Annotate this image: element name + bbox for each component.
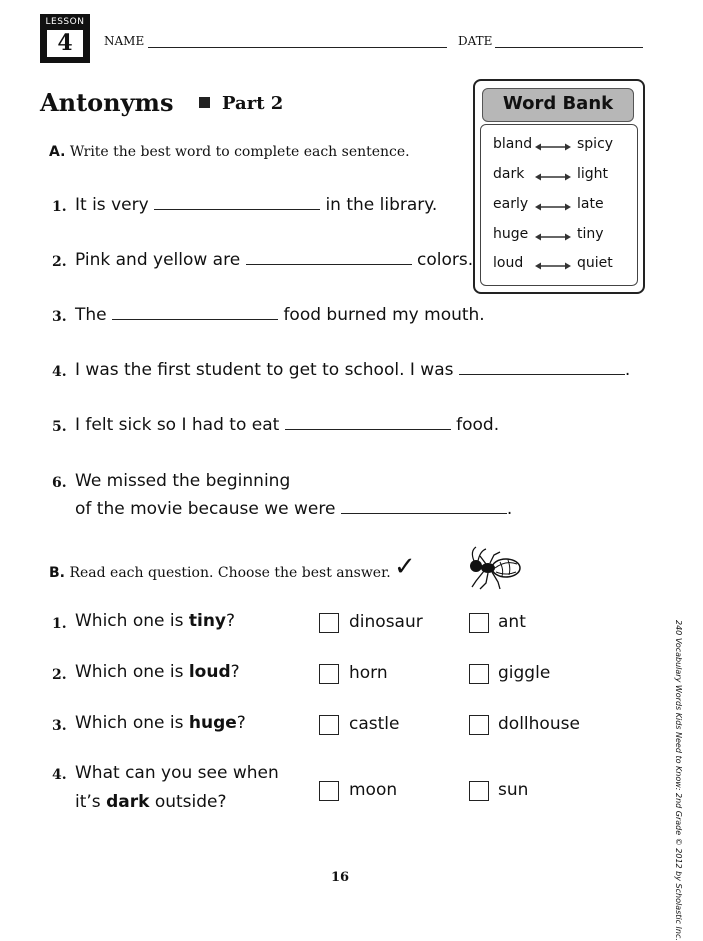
question-number: 3. bbox=[52, 309, 67, 325]
copyright-text: 240 Vocabulary Words Kids Need to Know: 2nd Grade © 2012 by Scholastic Inc. bbox=[674, 620, 683, 941]
question-number: 4. bbox=[52, 767, 67, 783]
question-number: 4. bbox=[52, 364, 67, 380]
word-pair bbox=[481, 196, 637, 220]
question-1-text bbox=[75, 611, 235, 631]
answer-checkbox[interactable] bbox=[469, 613, 489, 633]
double-arrow-icon bbox=[535, 173, 571, 181]
page-title: Antonyms bbox=[40, 88, 174, 117]
double-arrow-icon bbox=[535, 143, 571, 151]
word-right: quiet bbox=[577, 255, 613, 271]
word-left: dark bbox=[493, 166, 525, 182]
word-left: early bbox=[493, 196, 529, 212]
sentence-text: . bbox=[624, 360, 631, 380]
word-right: spicy bbox=[577, 136, 614, 152]
sentence-text: I was the first student to get to school. I was bbox=[75, 360, 454, 380]
ant-icon bbox=[462, 544, 526, 592]
word-left: bland bbox=[493, 136, 533, 152]
word-right: light bbox=[577, 166, 609, 182]
sentence-text: food. bbox=[456, 415, 500, 435]
answer-option: giggle bbox=[498, 663, 551, 683]
sentence-text: I felt sick so I had to eat bbox=[75, 415, 280, 435]
date-field-line[interactable] bbox=[495, 47, 643, 48]
answer-checkbox[interactable] bbox=[469, 715, 489, 735]
name-field-line[interactable] bbox=[148, 47, 447, 48]
sentence-1 bbox=[75, 195, 437, 215]
sentence-4 bbox=[75, 360, 630, 380]
question-number: 1. bbox=[52, 616, 67, 632]
double-arrow-icon bbox=[535, 203, 571, 211]
answer-checkbox[interactable] bbox=[469, 781, 489, 801]
question-keyword: loud bbox=[188, 662, 231, 682]
word-bank-header bbox=[482, 88, 634, 122]
answer-checkbox[interactable] bbox=[319, 613, 339, 633]
sentence-text: colors. bbox=[417, 250, 474, 270]
answer-option: dollhouse bbox=[498, 714, 580, 734]
answer-checkbox[interactable] bbox=[319, 715, 339, 735]
sentence-text: food burned my mouth. bbox=[283, 305, 485, 325]
answer-option: dinosaur bbox=[349, 612, 423, 632]
answer-checkbox[interactable] bbox=[469, 664, 489, 684]
answer-option: moon bbox=[349, 780, 398, 800]
answer-blank[interactable] bbox=[459, 362, 625, 375]
question-keyword: huge bbox=[188, 713, 237, 733]
checkmark-icon: ✓ bbox=[394, 552, 416, 582]
answer-blank[interactable] bbox=[285, 417, 451, 430]
question-text: Which one is bbox=[75, 662, 184, 682]
question-text: ? bbox=[236, 713, 246, 733]
section-b-letter: B. bbox=[49, 565, 65, 581]
answer-blank[interactable] bbox=[246, 252, 412, 265]
double-arrow-icon bbox=[535, 233, 571, 241]
date-label: DATE bbox=[458, 34, 493, 48]
answer-checkbox[interactable] bbox=[319, 664, 339, 684]
double-arrow-icon bbox=[535, 262, 571, 270]
name-label: NAME bbox=[104, 34, 145, 48]
section-a-letter: A. bbox=[49, 144, 66, 160]
question-text: it’s bbox=[75, 792, 101, 812]
sentence-text: of the movie because we were bbox=[75, 499, 336, 519]
answer-checkbox[interactable] bbox=[319, 781, 339, 801]
question-text: ? bbox=[230, 662, 240, 682]
page-number: 16 bbox=[331, 870, 350, 885]
question-number: 2. bbox=[52, 667, 67, 683]
section-a-instruction bbox=[49, 144, 410, 160]
question-text: What can you see when bbox=[75, 763, 279, 783]
answer-option: castle bbox=[349, 714, 400, 734]
answer-blank[interactable] bbox=[341, 501, 507, 514]
sentence-2 bbox=[75, 250, 473, 270]
sentence-text: The bbox=[75, 305, 107, 325]
lesson-number: 4 bbox=[47, 30, 83, 57]
copyright-credit bbox=[671, 620, 683, 941]
word-right: tiny bbox=[577, 226, 604, 242]
sentence-text: We missed the beginning bbox=[75, 471, 291, 491]
question-number: 5. bbox=[52, 419, 67, 435]
section-b-instruction bbox=[49, 565, 391, 581]
lesson-badge bbox=[40, 14, 90, 63]
word-bank-title: Word Bank bbox=[502, 93, 614, 114]
section-b-instruction-text: Read each question. Choose the best answer. bbox=[69, 565, 391, 581]
word-bank bbox=[473, 79, 645, 294]
lesson-label: LESSON bbox=[45, 17, 85, 27]
answer-option: horn bbox=[349, 663, 388, 683]
word-pair bbox=[481, 226, 637, 250]
sentence-3 bbox=[75, 305, 485, 325]
answer-blank[interactable] bbox=[112, 307, 278, 320]
word-pair bbox=[481, 255, 637, 279]
title-separator bbox=[199, 97, 210, 108]
question-text: ? bbox=[226, 611, 236, 631]
question-4-text bbox=[75, 792, 227, 812]
word-pair bbox=[481, 166, 637, 190]
question-2-text bbox=[75, 662, 240, 682]
sentence-6 bbox=[75, 499, 512, 519]
answer-blank[interactable] bbox=[154, 197, 320, 210]
question-3-text bbox=[75, 713, 246, 733]
word-bank-list bbox=[480, 124, 638, 286]
question-keyword: tiny bbox=[188, 611, 226, 631]
question-number: 1. bbox=[52, 199, 67, 215]
question-text: Which one is bbox=[75, 713, 184, 733]
word-right: late bbox=[577, 196, 604, 212]
answer-option: sun bbox=[498, 780, 529, 800]
word-pair bbox=[481, 136, 637, 160]
sentence-text: . bbox=[506, 499, 513, 519]
section-a-instruction-text: Write the best word to complete each sentence. bbox=[69, 144, 410, 160]
page-subtitle: Part 2 bbox=[222, 93, 284, 114]
question-number: 6. bbox=[52, 475, 67, 491]
answer-option: ant bbox=[498, 612, 526, 632]
question-text: Which one is bbox=[75, 611, 184, 631]
sentence-text: in the library. bbox=[325, 195, 438, 215]
question-text: outside? bbox=[154, 792, 227, 812]
question-number: 2. bbox=[52, 254, 67, 270]
word-left: loud bbox=[493, 255, 524, 271]
sentence-5 bbox=[75, 415, 499, 435]
word-left: huge bbox=[493, 226, 529, 242]
sentence-text: Pink and yellow are bbox=[75, 250, 241, 270]
question-keyword: dark bbox=[106, 792, 150, 812]
sentence-text: It is very bbox=[75, 195, 149, 215]
question-number: 3. bbox=[52, 718, 67, 734]
